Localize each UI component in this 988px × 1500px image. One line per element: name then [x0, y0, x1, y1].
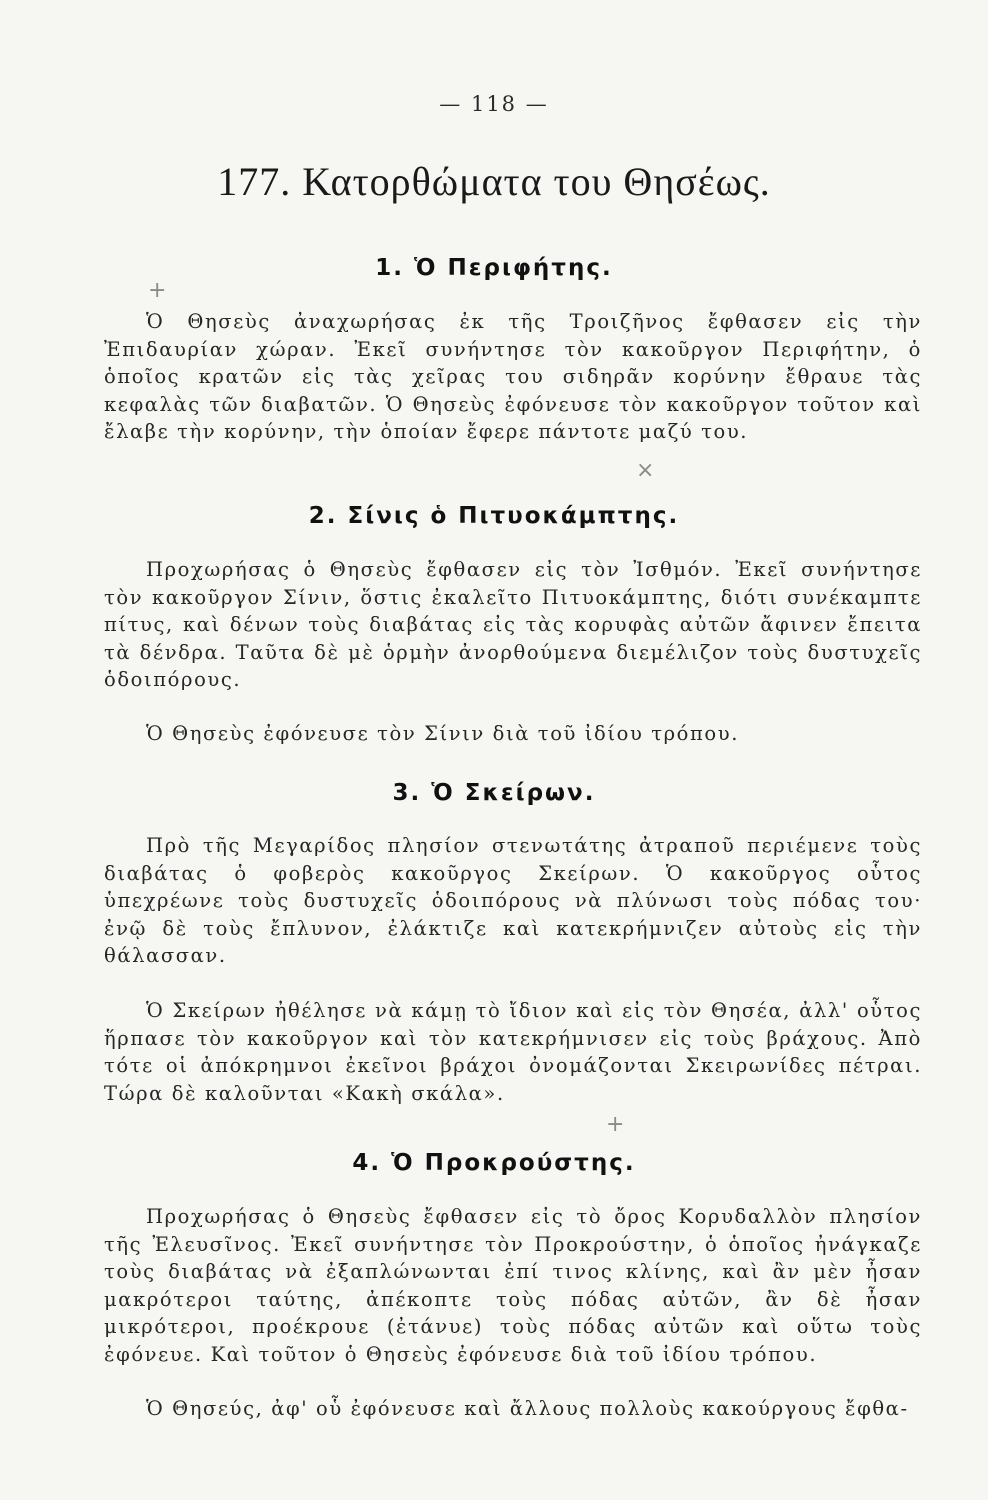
section-heading-4: 4. Ὁ Προκρούστης.	[352, 1150, 636, 1176]
section-1-paragraph-1: Ὁ Θησεὺς ἀναχωρήσας ἐκ τῆς Τροιζῆνος ἔφθασεν εἰς τὴν Ἐπιδαυρίαν χώραν. Ἐκεῖ συνήντησε τὸν κακοῦργον Περιφήτην, ὁ ὁποῖος κρατῶν εἰς τὰς χεῖρας του σιδηρᾶν κορύνην ἔθραυε τὰς κεφαλὰς τῶν διαβατῶν. Ὁ Θησεὺς ἐφόνευσε τὸν κακοῦργον τοῦτον καὶ ἔλαβε τὴν κορύνην, τὴν ὁποίαν ἔφερε πάντοτε μαζύ του.	[104, 310, 922, 443]
pencil-cross-mark-icon: +	[606, 1112, 625, 1137]
section-3-paragraph-2: Ὁ Σκείρων ἠθέλησε νὰ κάμῃ τὸ ἴδιον καὶ εἰς τὸν Θησέα, ἀλλ' οὗτος ἥρπασε τὸν κακοῦργον καὶ τὸν κατεκρήμνισεν εἰς τοὺς βράχους. Ἀπὸ τότε οἱ ἀπόκρημνοι ἐκεῖνοι βράχοι ὀνομάζονται Σκειρωνίδες πέτραι. Τώρα δὲ καλοῦνται «Κακὴ σκάλα».	[104, 999, 922, 1105]
section-heading-1: 1. Ὁ Περιφήτης.	[375, 255, 613, 281]
pencil-cross-mark-icon: +	[148, 278, 167, 303]
section-2-paragraph-1: Προχωρήσας ὁ Θησεὺς ἔφθασεν εἰς τὸν Ἰσθμόν. Ἐκεῖ συνήντησε τὸν κακοῦργον Σίνιν, ὅστις ἐκαλεῖτο Πιτυοκάμπτης, διότι συνέκαμπτε πίτυς, καὶ δένων τοὺς διαβάτας εἰς τὰς κορυφὰς αὐτῶν ἄφινεν ἔπειτα τὰ δένδρα. Ταῦτα δὲ μὲ ὁρμὴν ἀνορθούμενα διεμέλιζον τοὺς δυστυχεῖς ὁδοιπόρους.	[104, 558, 922, 691]
section-heading-2: 2. Σίνις ὁ Πιτυοκάμπτης.	[308, 503, 680, 529]
section-4-paragraph-2: Ὁ Θησεύς, ἀφ' οὗ ἐφόνευσε καὶ ἄλλους πολλοὺς κακούργους ἔφθα-	[146, 1397, 909, 1420]
section-4-paragraph-1: Προχωρήσας ὁ Θησεὺς ἔφθασεν εἰς τὸ ὄρος Κορυδαλλὸν πλησίον τῆς Ἐλευσῖνος. Ἐκεῖ συνήντησε τὸν Προκρούστην, ὁ ὁποῖος ἠνάγκαζε τοὺς διαβάτας νὰ ἐξαπλώνωνται ἐπί τινος κλίνης, καὶ ἂν μὲν ἦσαν μακρότεροι ταύτης, ἀπέκοπτε τοὺς πόδας αὐτῶν, ἂν δὲ ἦσαν μικρότεροι, προέκρουε (ἐτάνυε) τοὺς πόδας αὐτῶν καὶ οὕτω τοὺς ἐφόνευε. Καὶ τοῦτον ὁ Θησεὺς ἐφόνευσε διὰ τοῦ ἰδίου τρόπου.	[104, 1205, 922, 1366]
section-2-paragraph-2: Ὁ Θησεὺς ἐφόνευσε τὸν Σίνιν διὰ τοῦ ἰδίου τρόπου.	[146, 722, 740, 745]
chapter-title: 177. Κατορθώματα του Θησέως.	[217, 159, 771, 204]
section-3-paragraph-1: Πρὸ τῆς Μεγαρίδος πλησίον στενωτάτης ἀτραποῦ περιέμενε τοὺς διαβάτας ὁ φοβερὸς κακοῦργος Σκείρων. Ὁ κακοῦργος οὗτος ὑπεχρέωνε τοὺς δυστυχεῖς ὁδοιπόρους νὰ πλύνωσι τοὺς πόδας του· ἐνῷ δὲ τοὺς ἔπλυνον, ἐλάκτιζε καὶ κατεκρήμνιζεν αὐτοὺς εἰς τὴν θάλασσαν.	[104, 834, 922, 967]
pencil-cross-mark-icon: ×	[636, 458, 655, 483]
page-number: — 118 —	[439, 92, 549, 116]
section-heading-3: 3. Ὁ Σκείρων.	[392, 780, 596, 806]
